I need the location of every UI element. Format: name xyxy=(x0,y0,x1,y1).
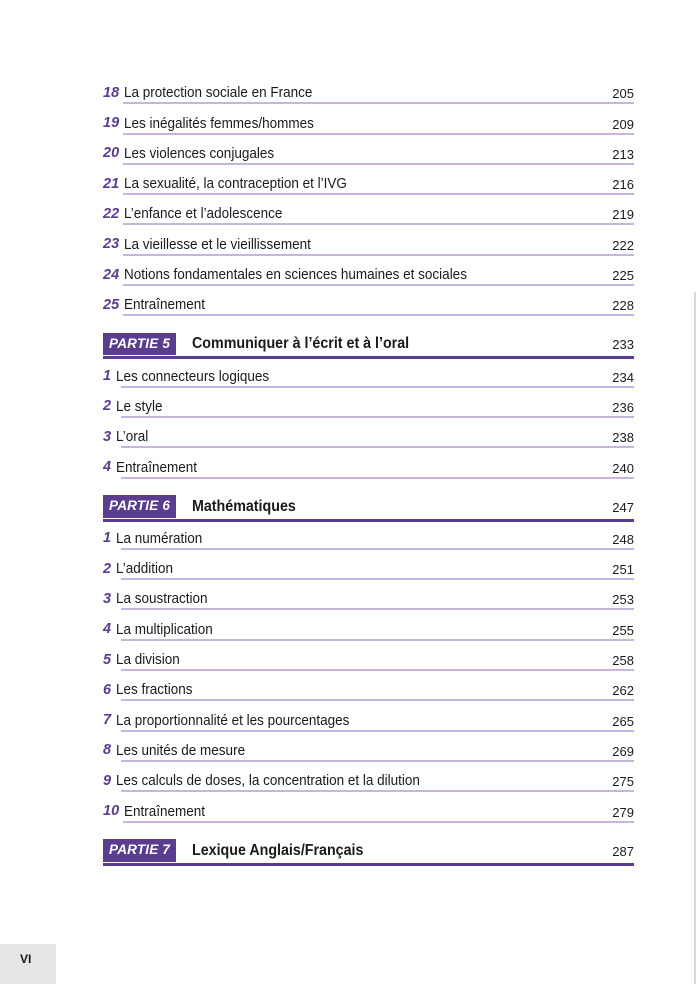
entry-page-number: 248 xyxy=(612,531,634,547)
entry-title: La sexualité, la contraception et l’IVG xyxy=(124,175,348,193)
part-6-header[interactable] xyxy=(103,492,634,522)
toc-entry[interactable] xyxy=(103,734,634,764)
entry-number: 1 xyxy=(103,368,112,385)
toc-entry[interactable] xyxy=(103,582,634,612)
entry-page-number: 236 xyxy=(612,399,634,415)
entry-page-number: 255 xyxy=(612,622,634,638)
toc-entry[interactable] xyxy=(103,106,634,136)
entry-number: 22 xyxy=(103,205,120,222)
entry-title: L’addition xyxy=(116,560,174,578)
part-rule xyxy=(103,863,634,866)
entry-number: 2 xyxy=(103,560,112,577)
entry-underline xyxy=(121,608,634,610)
entry-underline xyxy=(121,699,634,701)
entry-title: Les inégalités femmes/hommes xyxy=(124,114,314,132)
entry-number: 4 xyxy=(103,621,112,638)
entry-number: 20 xyxy=(103,145,120,162)
entry-number: 7 xyxy=(103,712,112,729)
entry-title: La vieillesse et le vieillissement xyxy=(124,235,311,253)
entry-number: 3 xyxy=(103,428,112,445)
toc-entry[interactable] xyxy=(103,612,634,642)
entry-page-number: 238 xyxy=(612,430,634,446)
entry-number: 24 xyxy=(103,266,120,283)
entry-number: 25 xyxy=(103,296,120,313)
part-title: Communiquer à l’écrit et à l’oral xyxy=(192,335,410,353)
toc-entry[interactable] xyxy=(103,420,634,450)
entry-title: L’oral xyxy=(116,428,149,446)
entry-page-number: 269 xyxy=(612,743,634,759)
entry-number: 21 xyxy=(103,175,120,192)
entry-underline xyxy=(123,133,634,135)
entry-underline xyxy=(121,416,634,418)
entry-underline xyxy=(123,821,634,823)
entry-page-number: 205 xyxy=(612,86,634,102)
entry-title: Les calculs de doses, la concentration et la dilution xyxy=(116,772,421,790)
part-5-header[interactable] xyxy=(103,329,634,359)
entry-title: La soustraction xyxy=(116,590,208,608)
part-title: Mathématiques xyxy=(192,497,296,515)
toc-entry[interactable] xyxy=(103,288,634,318)
part-page-number: 247 xyxy=(612,499,634,515)
entry-title: Les violences conjugales xyxy=(124,144,275,162)
toc-entry[interactable] xyxy=(103,794,634,824)
entry-page-number: 209 xyxy=(612,116,634,132)
entry-title: L’enfance et l’adolescence xyxy=(124,205,283,223)
entry-title: La multiplication xyxy=(116,620,213,638)
entry-number: 6 xyxy=(103,681,112,698)
entry-number: 18 xyxy=(103,84,120,101)
entry-number: 1 xyxy=(103,530,112,547)
entry-title: Le style xyxy=(116,397,163,415)
entry-underline xyxy=(121,548,634,550)
entry-number: 5 xyxy=(103,651,112,668)
entry-page-number: 265 xyxy=(612,713,634,729)
entry-title: La numération xyxy=(116,529,203,547)
part-page-number: 233 xyxy=(612,337,634,353)
entry-page-number: 240 xyxy=(612,460,634,476)
entry-page-number: 253 xyxy=(612,592,634,608)
toc-entry[interactable] xyxy=(103,137,634,167)
entry-underline xyxy=(121,639,634,641)
toc-entry[interactable] xyxy=(103,552,634,582)
toc-entry[interactable] xyxy=(103,258,634,288)
entry-underline xyxy=(123,284,634,286)
entry-page-number: 213 xyxy=(612,146,634,162)
part-title: Lexique Anglais/Français xyxy=(192,841,364,859)
part-page-number: 287 xyxy=(612,843,634,859)
entry-title: La proportionnalité et les pourcentages xyxy=(116,711,350,729)
entry-underline xyxy=(123,314,634,316)
section-4-list xyxy=(103,76,634,318)
toc-entry[interactable] xyxy=(103,167,634,197)
page-edge-divider xyxy=(694,292,696,984)
entry-underline xyxy=(123,254,634,256)
entry-underline xyxy=(121,790,634,792)
entry-number: 10 xyxy=(103,803,120,820)
toc-entry[interactable] xyxy=(103,197,634,227)
entry-underline xyxy=(123,102,634,104)
toc-entry[interactable] xyxy=(103,76,634,106)
part-badge: PARTIE 6 xyxy=(103,495,176,517)
entry-underline xyxy=(121,760,634,762)
toc-entry[interactable] xyxy=(103,764,634,794)
part-6-list xyxy=(103,522,634,825)
entry-underline xyxy=(121,446,634,448)
entry-title: Les fractions xyxy=(116,681,193,699)
toc-entry[interactable] xyxy=(103,673,634,703)
entry-title: Les connecteurs logiques xyxy=(116,367,270,385)
entry-title: Notions fondamentales en sciences humaines et sociales xyxy=(124,266,468,284)
part-5-list xyxy=(103,359,634,480)
entry-number: 4 xyxy=(103,459,112,476)
entry-title: Entraînement xyxy=(124,802,206,820)
entry-page-number: 222 xyxy=(612,237,634,253)
entry-title: Entraînement xyxy=(116,458,198,476)
part-badge: PARTIE 5 xyxy=(103,333,176,355)
entry-underline xyxy=(121,669,634,671)
entry-number: 8 xyxy=(103,742,112,759)
folio-page-number: VI xyxy=(20,952,32,966)
entry-number: 3 xyxy=(103,590,112,607)
entry-page-number: 275 xyxy=(612,774,634,790)
toc-entry[interactable] xyxy=(103,450,634,480)
entry-page-number: 216 xyxy=(612,177,634,193)
entry-page-number: 251 xyxy=(612,562,634,578)
entry-underline xyxy=(123,193,634,195)
toc-entry[interactable] xyxy=(103,359,634,389)
entry-underline xyxy=(121,578,634,580)
part-badge: PARTIE 7 xyxy=(103,839,176,861)
toc-entry[interactable] xyxy=(103,643,634,673)
toc-entry[interactable] xyxy=(103,390,634,420)
part-7-header[interactable] xyxy=(103,836,634,866)
entry-number: 19 xyxy=(103,115,120,132)
entry-page-number: 225 xyxy=(612,268,634,284)
entry-number: 2 xyxy=(103,398,112,415)
entry-number: 9 xyxy=(103,772,112,789)
entry-title: La division xyxy=(116,651,180,669)
table-of-contents xyxy=(103,76,634,866)
toc-entry[interactable] xyxy=(103,522,634,552)
entry-underline xyxy=(123,163,634,165)
entry-page-number: 258 xyxy=(612,653,634,669)
entry-page-number: 228 xyxy=(612,298,634,314)
entry-title: La protection sociale en France xyxy=(124,84,313,102)
entry-underline xyxy=(123,223,634,225)
entry-underline xyxy=(121,730,634,732)
entry-number: 23 xyxy=(103,236,120,253)
entry-page-number: 234 xyxy=(612,369,634,385)
toc-entry[interactable] xyxy=(103,227,634,257)
folio-tab xyxy=(0,944,56,984)
toc-entry[interactable] xyxy=(103,703,634,733)
entry-page-number: 279 xyxy=(612,804,634,820)
entry-underline xyxy=(121,386,634,388)
entry-page-number: 262 xyxy=(612,683,634,699)
entry-title: Entraînement xyxy=(124,296,206,314)
entry-underline xyxy=(121,477,634,479)
entry-page-number: 219 xyxy=(612,207,634,223)
entry-title: Les unités de mesure xyxy=(116,741,246,759)
